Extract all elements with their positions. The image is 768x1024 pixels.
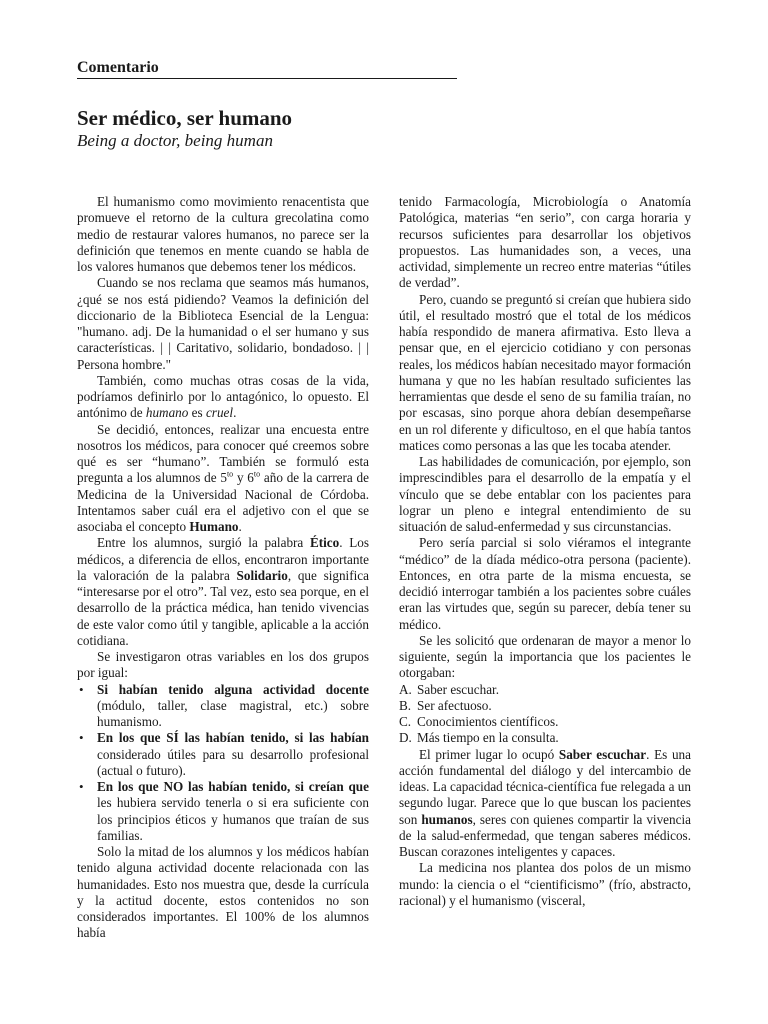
paragraph: Se decidió, entonces, realizar una encuesta entre nosotros los médicos, para conocer qué creemos sobre qué es ser “humano”. También se formuló esta pregunta a los alumnos de $5^{to}$ y $6^{to}$ año de la carrera de Medicina de la Universidad Nacional de Córdoba. Intentamos saber cuál era el adjetivo con el que se asociaba el concepto Humano. <box>77 421 369 534</box>
paragraph: Cuando se nos reclama que seamos más humanos, ¿qué se nos está pidiendo? Veamos la definición del diccionario de la Biblioteca Esencial de la Lengua: "humano. adj. De la humanidad o el ser humano y sus características. | | Caritativo, solidario, bondadoso. | | Persona hombre." <box>77 275 369 372</box>
section-label: Comentario <box>77 59 457 79</box>
list-item: C. Conocimientos científicos. <box>399 714 559 729</box>
paragraph: tenido Farmacología, Microbiología o Anatomía Patológica, materias “en serio”, con carga horaria y recursos suficientes para desarrollar los objetivos propuestos. Las humanidades son, a veces, una actividad, simplemente un recreo entre materias “útiles de verdad”. <box>399 194 691 291</box>
paragraph: Se les solicitó que ordenaran de mayor a menor lo siguiente, según la importancia que los pacientes le otorgaban: <box>399 632 691 681</box>
bullet-icon: • <box>79 779 84 794</box>
paragraph: El humanismo como movimiento renacentista que promueve el retorno de la cultura grecolatina como medio de restaurar valores humanos, no parece ser la definición que tenemos en mente cuando se habla de los valores humanos que debemos tener los médicos. <box>77 194 369 274</box>
list-item: • Si habían tenido alguna actividad docente (módulo, taller, clase magistral, etc.) sobre humanismo. <box>79 681 369 729</box>
list-item: • En los que NO las habían tenido, si creían que les hubiera servido tenerla o si era suficiente con los principios éticos y humanos que traían de sus familias. <box>79 779 369 843</box>
list-item: A. Saber escuchar. <box>399 681 500 697</box>
virtues-list <box>399 682 691 747</box>
paragraph: Se investigaron otras variables en los dos grupos por igual: <box>77 649 369 681</box>
right-column <box>399 194 691 909</box>
variables-list <box>77 682 369 845</box>
list-item: • En los que SÍ las habían tenido, si las habían considerado útiles para su desarrollo profesional (actual o futuro). <box>79 730 369 778</box>
bullet-icon: • <box>79 681 84 697</box>
paragraph: También, como muchas otras cosas de la vida, podríamos definirlo por lo antagónico, lo opuesto. El antónimo de humano es cruel. <box>77 372 369 421</box>
paragraph: Pero sería parcial si solo viéramos el integrante “médico” de la díada médico-otra persona (paciente). Entonces, en otra parte de la misma encuesta, se decidió interrogar también a los pacientes sobre cuáles eran las virtudes que, según su parecer, debía tener su médico. <box>399 535 691 632</box>
article-subtitle: Being a doctor, being human <box>77 131 273 150</box>
paragraph: Solo la mitad de los alumnos y los médicos habían tenido alguna actividad docente relacionada con las humanidades. Esto nos muestra que, desde la currícula y la actitud docente, estos contenidos no son considerados importantes. El 100% de los alumnos había <box>77 844 369 941</box>
paragraph: La medicina nos plantea dos polos de un mismo mundo: la ciencia o el “cientificismo” (frío, abstracto, racional) y el humanismo (visceral, <box>399 860 691 908</box>
article-title: Ser médico, ser humano <box>77 106 293 130</box>
bullet-icon: • <box>79 730 84 746</box>
paragraph: El primer lugar lo ocupó Saber escuchar. Es una acción fundamental del diálogo y del intercambio de ideas. La capacidad técnica-científica fue relegada a un segundo lugar. Parece que lo que buscan los pacientes son humanos, seres con quienes compartir la vivencia de la salud-enfermedad, que tengan saberes médicos. Buscan corazones inteligentes y capaces. <box>399 746 692 859</box>
paragraph: Entre los alumnos, surgió la palabra Ético. Los médicos, a diferencia de ellos, encontraron importante la valoración de la palabra Solidario, que significa “interesarse por el otro”. Tal vez, esto sea porque, en el desarrollo de la práctica médica, han tenido vivencias de este valor como útil y tangible, aplicable a la acción cotidiana. <box>77 535 370 648</box>
list-item: D. Más tiempo en la consulta. <box>399 730 559 746</box>
list-item: B. Ser afectuoso. <box>399 697 492 713</box>
paragraph: Pero, cuando se preguntó si creían que hubiera sido útil, el resultado mostró que el total de los médicos había respondido de manera afirmativa. Esto lleva a pensar que, en el ejercicio cotidiano y con personas reales, los médicos habían necesitado mayor formación humana y que no les habían resultado suficientes las herramientas que desde el seno de su familia traían, no por escasas, sino porque ahora debían desempeñarse en un rol diferente y dificultoso, en el que había tantos matices como personas a las que les tocaba atender. <box>399 291 691 453</box>
paragraph: Las habilidades de comunicación, por ejemplo, son imprescindibles para el desarrollo de la empatía y el vínculo que se debe entablar con los pacientes para lograr un pleno e integral entendimiento de su situación de salud-enfermedad y sus circunstancias. <box>399 454 691 534</box>
left-column <box>77 194 369 942</box>
